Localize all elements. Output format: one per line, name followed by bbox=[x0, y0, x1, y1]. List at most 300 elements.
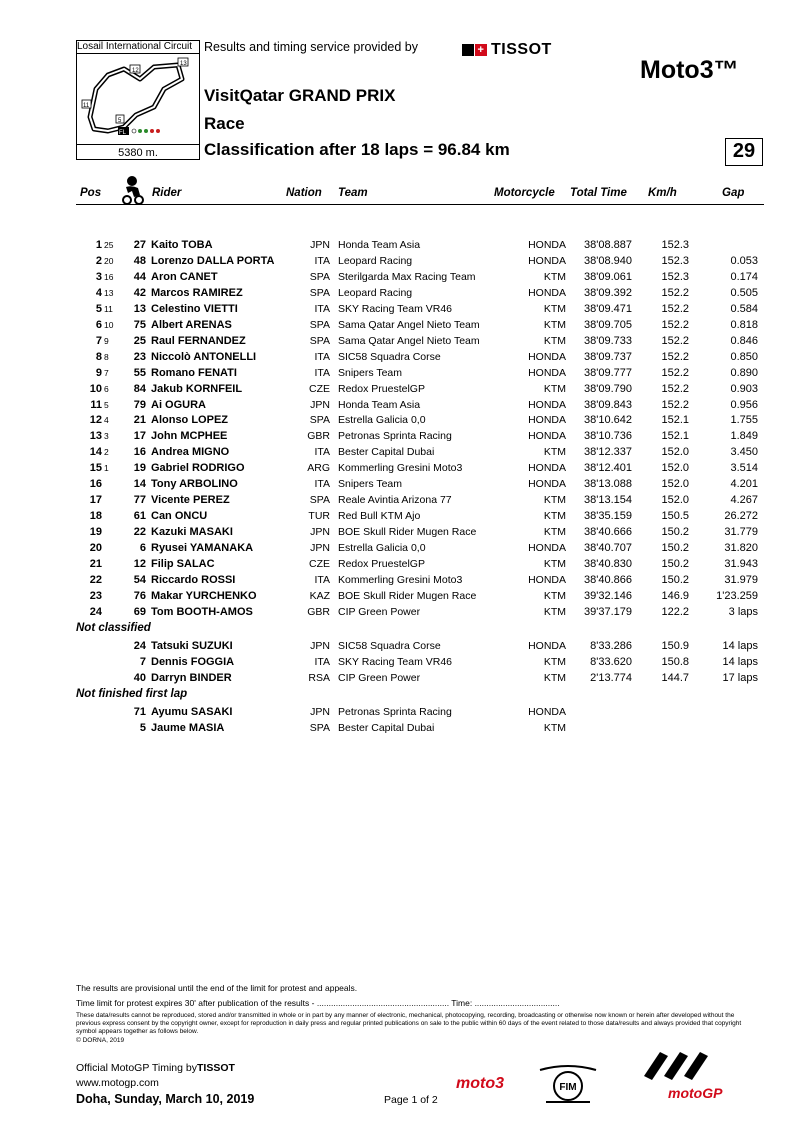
table-row bbox=[76, 269, 764, 285]
row-nation: JPN bbox=[310, 526, 330, 539]
map-label: FL bbox=[119, 130, 127, 136]
row-motorcycle: KTM bbox=[543, 318, 566, 331]
row-team: CIP Green Power bbox=[338, 671, 421, 684]
row-rider-name: Niccolò ANTONELLI bbox=[151, 350, 257, 363]
row-total-time: 38'35.159 bbox=[584, 510, 632, 523]
row-position: 22 bbox=[89, 573, 102, 586]
table-row bbox=[76, 285, 764, 301]
col-pos: Pos bbox=[80, 187, 102, 199]
table-row bbox=[76, 670, 764, 686]
row-rider-name: Tom BOOTH-AMOS bbox=[151, 605, 253, 618]
row-team: Estrella Galicia 0,0 bbox=[338, 542, 426, 555]
row-rider-name: Jakub KORNFEIL bbox=[151, 382, 243, 395]
row-total-time: 38'40.866 bbox=[584, 573, 632, 586]
row-speed: 150.2 bbox=[661, 542, 689, 555]
row-total-time: 38'09.705 bbox=[584, 318, 632, 331]
col-total-time: Total Time bbox=[570, 187, 627, 199]
row-team: Honda Team Asia bbox=[338, 239, 421, 251]
row-team: Bester Capital Dubai bbox=[338, 446, 435, 459]
row-total-time: 38'12.337 bbox=[584, 446, 632, 459]
row-speed: 152.2 bbox=[661, 350, 689, 363]
row-speed: 152.2 bbox=[661, 318, 689, 331]
row-points: 8 bbox=[104, 351, 109, 362]
row-points: 2 bbox=[104, 447, 109, 458]
table-row bbox=[76, 476, 764, 492]
moto3-logo bbox=[454, 1072, 524, 1092]
row-rider-number: 44 bbox=[133, 270, 146, 283]
row-points: 3 bbox=[104, 431, 109, 442]
row-total-time: 39'32.146 bbox=[584, 589, 632, 602]
tissot-square-icon bbox=[462, 44, 474, 56]
row-rider-number: 71 bbox=[133, 706, 146, 718]
row-total-time: 38'09.843 bbox=[584, 398, 632, 411]
row-gap: 31.943 bbox=[724, 558, 758, 570]
row-nation: SPA bbox=[309, 494, 330, 507]
row-team: CIP Green Power bbox=[338, 605, 421, 618]
row-rider-name: Tony ARBOLINO bbox=[151, 478, 238, 491]
row-position: 3 bbox=[95, 270, 102, 283]
row-rider-number: 13 bbox=[133, 302, 146, 315]
row-rider-name: Vicente PEREZ bbox=[151, 494, 230, 507]
circuit-map-icon bbox=[78, 55, 198, 143]
row-speed: 152.0 bbox=[661, 446, 689, 459]
row-rider-name: Can ONCU bbox=[151, 510, 208, 523]
row-nation: SPA bbox=[309, 318, 330, 331]
col-team: Team bbox=[338, 187, 368, 199]
table-row bbox=[76, 604, 764, 620]
protest-time-note: Time limit for protest expires 30' after publication of the results - ........................................................ Time: .................................... bbox=[76, 998, 560, 1008]
row-gap: 1.755 bbox=[730, 414, 758, 427]
row-rider-number: 25 bbox=[133, 334, 146, 347]
row-motorcycle: HONDA bbox=[528, 239, 566, 251]
row-rider-name: Albert ARENAS bbox=[151, 318, 232, 331]
row-rider-name: Alonso LOPEZ bbox=[151, 414, 228, 427]
map-label: 5 bbox=[118, 118, 122, 124]
row-position: 1 bbox=[95, 239, 102, 251]
official-timing bbox=[76, 1062, 235, 1074]
row-motorcycle: KTM bbox=[543, 334, 566, 347]
row-rider-name: Riccardo ROSSI bbox=[151, 573, 236, 586]
row-nation: JPN bbox=[310, 640, 330, 652]
row-total-time: 38'09.733 bbox=[584, 334, 632, 347]
row-rider-number: 77 bbox=[133, 494, 146, 507]
row-rider-name: Celestino VIETTI bbox=[151, 302, 238, 315]
row-total-time: 8'33.286 bbox=[590, 640, 632, 652]
row-nation: SPA bbox=[309, 414, 330, 427]
table-row bbox=[76, 428, 764, 444]
row-team: SIC58 Squadra Corse bbox=[338, 640, 441, 652]
row-team: Snipers Team bbox=[338, 478, 403, 491]
row-rider-name: Jaume MASIA bbox=[151, 721, 225, 734]
row-gap: 31.820 bbox=[724, 542, 758, 555]
row-position: 19 bbox=[89, 526, 102, 539]
row-motorcycle: HONDA bbox=[528, 478, 566, 491]
row-rider-name: Makar YURCHENKO bbox=[151, 589, 257, 602]
row-points: 16 bbox=[104, 271, 114, 282]
row-position: 14 bbox=[89, 446, 102, 459]
row-position: 8 bbox=[95, 350, 102, 363]
row-position: 2 bbox=[95, 254, 102, 267]
row-rider-number: 69 bbox=[133, 605, 146, 618]
table-row bbox=[76, 301, 764, 317]
row-rider-number: 79 bbox=[133, 398, 146, 411]
row-rider-number: 55 bbox=[133, 366, 146, 379]
row-rider-name: Andrea MIGNO bbox=[151, 446, 230, 459]
row-team: Reale Avintia Arizona 77 bbox=[338, 494, 452, 507]
header-divider bbox=[76, 204, 764, 205]
row-speed: 152.2 bbox=[661, 286, 689, 299]
row-points: 9 bbox=[104, 335, 109, 346]
row-motorcycle: HONDA bbox=[528, 366, 566, 379]
row-position: 4 bbox=[95, 286, 102, 299]
row-nation: JPN bbox=[310, 706, 330, 718]
row-gap: 17 laps bbox=[722, 671, 758, 684]
col-kmh: Km/h bbox=[648, 187, 677, 199]
row-total-time: 38'09.392 bbox=[584, 286, 632, 299]
row-rider-name: Filip SALAC bbox=[151, 558, 215, 570]
row-team: Honda Team Asia bbox=[338, 398, 421, 411]
row-rider-number: 54 bbox=[133, 573, 146, 586]
row-team: SIC58 Squadra Corse bbox=[338, 350, 441, 363]
row-points: 11 bbox=[104, 303, 113, 314]
row-motorcycle: KTM bbox=[543, 655, 566, 668]
row-total-time: 38'13.154 bbox=[584, 494, 632, 507]
row-motorcycle: KTM bbox=[543, 671, 566, 684]
fim-logo bbox=[536, 1060, 600, 1108]
row-points: 25 bbox=[104, 240, 114, 250]
row-speed: 150.2 bbox=[661, 558, 689, 570]
map-label: 13 bbox=[180, 61, 187, 67]
row-team: Redox PruestelGP bbox=[338, 558, 425, 570]
row-points: 5 bbox=[104, 399, 109, 410]
session-title: Race bbox=[204, 114, 245, 133]
row-rider-number: 40 bbox=[133, 671, 146, 684]
row-rider-number: 84 bbox=[133, 382, 146, 395]
table-row bbox=[76, 572, 764, 588]
row-rider-name: John MCPHEE bbox=[151, 430, 228, 443]
row-motorcycle: KTM bbox=[543, 270, 566, 283]
row-nation: CZE bbox=[309, 382, 330, 395]
row-position: 20 bbox=[89, 542, 102, 555]
row-speed: 152.3 bbox=[661, 254, 689, 267]
row-motorcycle: HONDA bbox=[528, 462, 566, 475]
col-motorcycle: Motorcycle bbox=[494, 187, 555, 199]
website-link[interactable]: www.motogp.com bbox=[76, 1077, 159, 1089]
row-gap: 0.053 bbox=[730, 254, 758, 267]
section-not-classified: Not classified bbox=[76, 622, 151, 634]
row-nation: JPN bbox=[310, 239, 330, 251]
row-motorcycle: KTM bbox=[543, 558, 566, 570]
row-rider-name: Dennis FOGGIA bbox=[151, 655, 235, 668]
row-nation: TUR bbox=[308, 510, 330, 523]
row-total-time: 38'09.061 bbox=[584, 270, 632, 283]
row-rider-number: 42 bbox=[133, 286, 146, 299]
row-rider-name: Ayumu SASAKI bbox=[151, 706, 233, 718]
tissot-cross-icon: + bbox=[475, 44, 487, 56]
row-rider-number: 24 bbox=[133, 640, 146, 652]
table-row bbox=[76, 540, 764, 556]
table-row bbox=[76, 381, 764, 397]
row-speed: 152.1 bbox=[661, 414, 689, 427]
row-speed: 150.8 bbox=[661, 655, 689, 668]
row-speed: 152.2 bbox=[661, 382, 689, 395]
row-points: 10 bbox=[104, 319, 114, 330]
event-date: Doha, Sunday, March 10, 2019 bbox=[76, 1092, 255, 1106]
row-total-time: 38'08.887 bbox=[584, 239, 632, 251]
row-position: 23 bbox=[89, 589, 102, 602]
row-speed: 150.2 bbox=[661, 526, 689, 539]
row-rider-number: 14 bbox=[133, 478, 146, 491]
row-motorcycle: KTM bbox=[543, 302, 566, 315]
row-speed: 150.5 bbox=[661, 510, 689, 523]
row-team: Kommerling Gresini Moto3 bbox=[338, 573, 463, 586]
section-not-finished: Not finished first lap bbox=[76, 688, 188, 700]
row-speed: 152.2 bbox=[661, 366, 689, 379]
row-speed: 152.2 bbox=[661, 334, 689, 347]
table-row bbox=[76, 654, 764, 670]
row-gap: 0.505 bbox=[730, 286, 758, 299]
row-total-time: 38'10.642 bbox=[584, 414, 632, 427]
row-nation: ITA bbox=[314, 655, 330, 668]
row-speed: 144.7 bbox=[661, 671, 689, 684]
row-rider-number: 61 bbox=[133, 510, 146, 523]
row-total-time: 8'33.620 bbox=[590, 655, 632, 668]
row-speed: 152.0 bbox=[661, 494, 689, 507]
row-total-time: 38'08.940 bbox=[584, 254, 632, 267]
row-rider-number: 5 bbox=[139, 721, 146, 734]
row-motorcycle: HONDA bbox=[528, 706, 566, 718]
row-total-time: 38'09.471 bbox=[584, 302, 632, 315]
row-motorcycle: HONDA bbox=[528, 542, 566, 555]
row-rider-name: Darryn BINDER bbox=[151, 671, 232, 684]
row-total-time: 38'09.737 bbox=[584, 350, 632, 363]
row-rider-number: 22 bbox=[133, 526, 146, 539]
row-gap: 0.584 bbox=[730, 302, 758, 315]
row-team: Sama Qatar Angel Nieto Team bbox=[338, 334, 480, 347]
row-position: 5 bbox=[95, 302, 102, 315]
row-nation: JPN bbox=[310, 398, 330, 411]
map-label: 12 bbox=[132, 68, 139, 74]
row-team: Snipers Team bbox=[338, 366, 403, 379]
row-points: 13 bbox=[104, 287, 114, 298]
row-nation: ITA bbox=[314, 478, 330, 491]
row-rider-number: 23 bbox=[133, 350, 146, 363]
row-gap: 3 laps bbox=[728, 605, 758, 618]
row-nation: GBR bbox=[307, 605, 330, 618]
row-team: Sama Qatar Angel Nieto Team bbox=[338, 318, 480, 331]
row-position: 7 bbox=[95, 334, 102, 347]
row-nation: ARG bbox=[307, 462, 330, 475]
row-speed: 152.1 bbox=[661, 430, 689, 443]
row-position: 16 bbox=[89, 478, 102, 491]
row-rider-name: Raul FERNANDEZ bbox=[151, 334, 246, 347]
table-row bbox=[76, 460, 764, 476]
row-team: Estrella Galicia 0,0 bbox=[338, 414, 426, 427]
row-points: 4 bbox=[104, 415, 109, 426]
row-speed: 152.3 bbox=[661, 270, 689, 283]
row-team: SKY Racing Team VR46 bbox=[338, 302, 453, 315]
col-nation: Nation bbox=[286, 187, 322, 199]
row-motorcycle: KTM bbox=[543, 510, 566, 523]
table-row bbox=[76, 317, 764, 333]
row-nation: RSA bbox=[308, 671, 330, 684]
row-motorcycle: HONDA bbox=[528, 640, 566, 652]
row-motorcycle: HONDA bbox=[528, 414, 566, 427]
official-timing-text: Official MotoGP Timing by bbox=[76, 1062, 197, 1074]
row-nation: GBR bbox=[307, 430, 330, 443]
row-gap: 26.272 bbox=[724, 510, 758, 523]
fim-logo-text: FIM bbox=[559, 1082, 577, 1093]
table-row bbox=[76, 397, 764, 413]
row-nation: JPN bbox=[310, 542, 330, 555]
provisional-note: The results are provisional until the end of the limit for protest and appeals. bbox=[76, 983, 358, 993]
row-total-time: 39'37.179 bbox=[584, 605, 632, 618]
row-rider-name: Ryusei YAMANAKA bbox=[151, 542, 254, 555]
row-team: Redox PruestelGP bbox=[338, 382, 425, 395]
row-points: 1 bbox=[104, 463, 109, 474]
row-total-time: 38'12.401 bbox=[584, 462, 632, 475]
row-gap: 4.201 bbox=[730, 478, 758, 491]
map-label: 11 bbox=[83, 103, 90, 109]
row-gap: 31.979 bbox=[724, 573, 758, 586]
event-title: VisitQatar GRAND PRIX bbox=[204, 86, 396, 105]
row-rider-number: 17 bbox=[133, 430, 146, 443]
row-team: Bester Capital Dubai bbox=[338, 721, 435, 734]
row-nation: KAZ bbox=[309, 589, 330, 602]
row-motorcycle: KTM bbox=[543, 494, 566, 507]
table-row bbox=[76, 556, 764, 572]
row-gap: 14 laps bbox=[722, 640, 758, 652]
page-indicator: Page 1 of 2 bbox=[384, 1094, 438, 1106]
row-gap: 0.846 bbox=[730, 334, 758, 347]
row-gap: 0.818 bbox=[730, 318, 758, 331]
row-motorcycle: HONDA bbox=[528, 398, 566, 411]
row-nation: ITA bbox=[314, 254, 330, 267]
table-row bbox=[76, 365, 764, 381]
row-rider-number: 21 bbox=[133, 414, 146, 427]
table-row bbox=[76, 704, 764, 720]
row-motorcycle: HONDA bbox=[528, 573, 566, 586]
row-gap: 4.267 bbox=[730, 494, 758, 507]
row-gap: 31.779 bbox=[724, 526, 758, 539]
row-rider-number: 48 bbox=[133, 254, 146, 267]
row-team: Petronas Sprinta Racing bbox=[338, 430, 452, 443]
table-row bbox=[76, 444, 764, 460]
row-total-time: 38'40.830 bbox=[584, 558, 632, 570]
row-points: 7 bbox=[104, 367, 109, 378]
row-motorcycle: HONDA bbox=[528, 254, 566, 267]
row-nation: ITA bbox=[314, 302, 330, 315]
rider-helmet-icon bbox=[120, 175, 146, 205]
row-speed: 152.0 bbox=[661, 462, 689, 475]
row-rider-number: 12 bbox=[133, 558, 146, 570]
row-gap: 3.450 bbox=[730, 446, 758, 459]
table-row bbox=[76, 237, 764, 253]
row-motorcycle: KTM bbox=[543, 605, 566, 618]
motogp-logo-text: motoGP bbox=[668, 1085, 723, 1101]
row-nation: SPA bbox=[309, 270, 330, 283]
row-rider-number: 7 bbox=[139, 655, 146, 668]
table-row bbox=[76, 720, 764, 736]
row-rider-number: 16 bbox=[133, 446, 146, 459]
row-team: Leopard Racing bbox=[338, 254, 413, 267]
row-team: BOE Skull Rider Mugen Race bbox=[338, 589, 477, 602]
row-position: 12 bbox=[89, 414, 102, 427]
row-rider-number: 19 bbox=[133, 462, 146, 475]
table-row bbox=[76, 349, 764, 365]
row-gap: 0.956 bbox=[730, 398, 758, 411]
row-team: SKY Racing Team VR46 bbox=[338, 655, 453, 668]
row-motorcycle: KTM bbox=[543, 589, 566, 602]
row-total-time: 38'40.707 bbox=[584, 542, 632, 555]
row-motorcycle: KTM bbox=[543, 382, 566, 395]
row-nation: ITA bbox=[314, 446, 330, 459]
row-points: 20 bbox=[104, 255, 114, 266]
row-total-time: 38'09.777 bbox=[584, 366, 632, 379]
row-position: 15 bbox=[89, 462, 102, 475]
row-position: 13 bbox=[89, 430, 102, 443]
table-row bbox=[76, 588, 764, 604]
row-total-time: 38'40.666 bbox=[584, 526, 632, 539]
motogp-logo bbox=[630, 1046, 742, 1106]
row-motorcycle: KTM bbox=[543, 526, 566, 539]
row-gap: 3.514 bbox=[730, 462, 758, 475]
row-team: BOE Skull Rider Mugen Race bbox=[338, 526, 477, 539]
row-speed: 152.3 bbox=[661, 239, 689, 251]
row-motorcycle: KTM bbox=[543, 446, 566, 459]
circuit-length: 5380 m. bbox=[76, 144, 200, 160]
row-speed: 152.2 bbox=[661, 302, 689, 315]
tissot-brand: TISSOT bbox=[491, 41, 552, 58]
row-rider-number: 75 bbox=[133, 318, 146, 331]
row-rider-name: Gabriel RODRIGO bbox=[151, 462, 245, 475]
col-rider: Rider bbox=[152, 187, 182, 199]
row-motorcycle: HONDA bbox=[528, 430, 566, 443]
row-speed: 146.9 bbox=[661, 589, 689, 602]
row-gap: 0.174 bbox=[730, 270, 758, 283]
row-motorcycle: HONDA bbox=[528, 350, 566, 363]
row-position: 11 bbox=[90, 398, 102, 411]
row-rider-name: Kazuki MASAKI bbox=[151, 526, 233, 539]
row-nation: SPA bbox=[309, 286, 330, 299]
row-position: 18 bbox=[89, 510, 102, 523]
row-team: Sterilgarda Max Racing Team bbox=[338, 270, 476, 283]
row-speed: 122.2 bbox=[661, 605, 689, 618]
row-rider-number: 76 bbox=[133, 589, 146, 602]
row-rider-name: Kaito TOBA bbox=[151, 239, 213, 251]
row-total-time: 2'13.774 bbox=[590, 671, 632, 684]
row-rider-name: Tatsuki SUZUKI bbox=[151, 640, 233, 652]
row-motorcycle: HONDA bbox=[528, 286, 566, 299]
row-team: Red Bull KTM Ajo bbox=[338, 510, 421, 523]
row-total-time: 38'10.736 bbox=[584, 430, 632, 443]
row-team: Petronas Sprinta Racing bbox=[338, 706, 452, 718]
document-number: 29 bbox=[725, 138, 763, 166]
row-speed: 150.2 bbox=[661, 573, 689, 586]
row-gap: 0.903 bbox=[730, 382, 758, 395]
row-rider-number: 27 bbox=[133, 239, 146, 251]
row-points: 6 bbox=[104, 383, 109, 394]
row-position: 10 bbox=[89, 382, 102, 395]
official-timing-brand: TISSOT bbox=[197, 1062, 235, 1074]
row-position: 6 bbox=[95, 318, 102, 331]
row-nation: ITA bbox=[314, 350, 330, 363]
copyright-disclaimer: These data/results cannot be reproduced, stored and/or transmitted in whole or in part by any manner of electronic, mechanical, photocopying, recording, broadcasting or otherwise now known or herein after developed without the previous express consent by the copyright owner, except for reproduction in daily press and regular printed publications on sale to the public within 60 days of the event related to those data/results and always provided that copyright symbol appears together as follows below. bbox=[76, 1012, 742, 1035]
row-rider-name: Lorenzo DALLA PORTA bbox=[151, 254, 275, 267]
tissot-logo bbox=[462, 41, 552, 59]
row-position: 17 bbox=[89, 494, 102, 507]
row-rider-name: Aron CANET bbox=[151, 270, 218, 283]
